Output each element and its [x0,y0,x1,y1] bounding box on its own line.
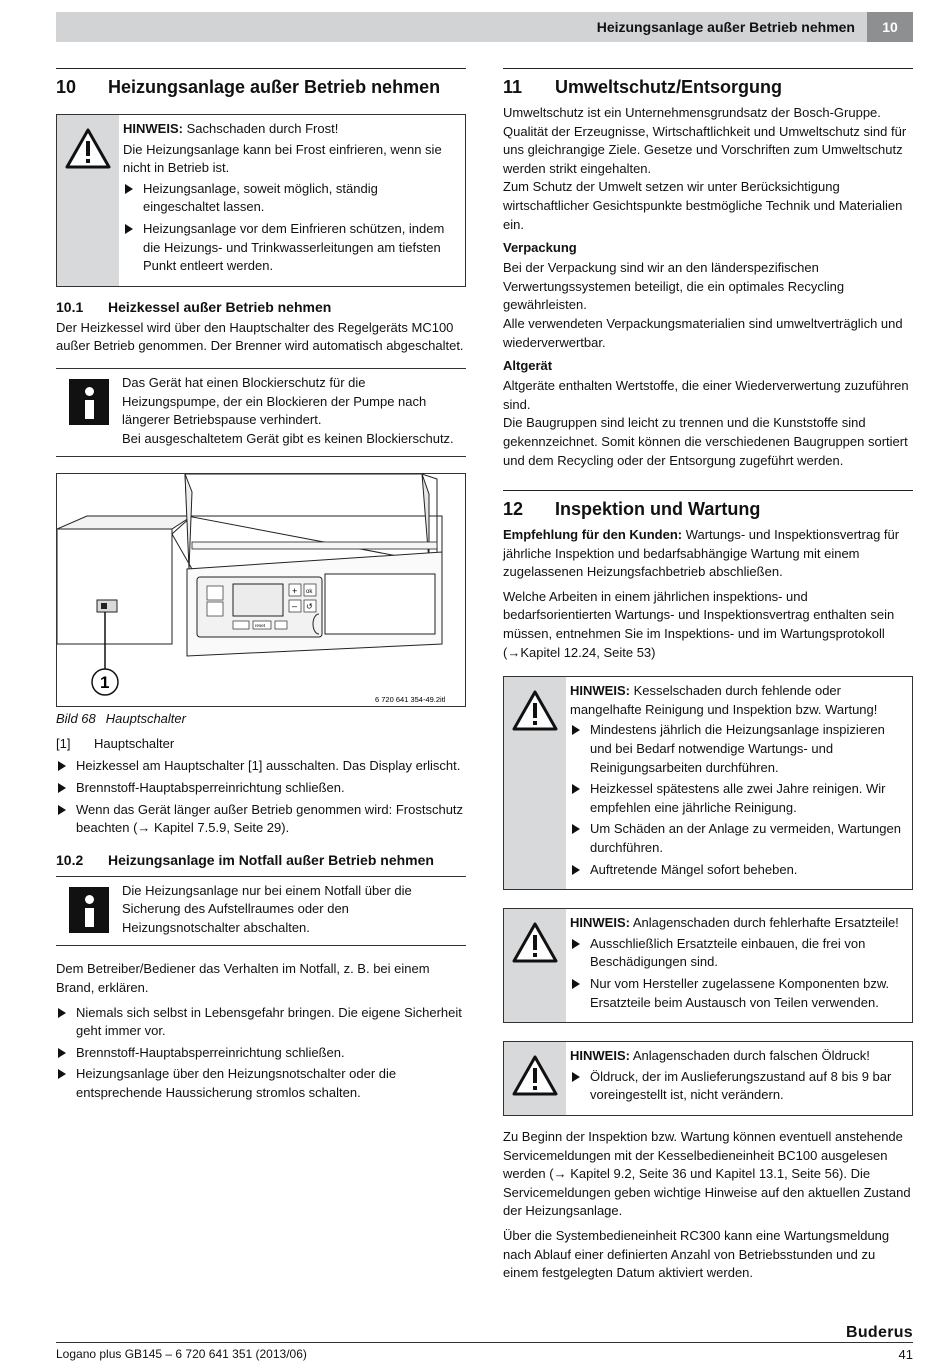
list-item-text: Mindestens jährlich die Heizungsanlage inspizieren und bei Bedarf notwendige Wartungs- und Reinigungsarbeiten durchführen. [590,722,885,775]
warning-icon-cell [504,1042,566,1115]
list-item-text: Um Schäden an der Anlage zu vermeiden, Wartungen durchführen. [590,821,901,855]
left-column [56,68,466,1107]
warning-head: Anlagenschaden durch fehlerhafte Ersatzteile! [629,915,899,931]
arrow-icon [58,761,66,771]
arrow-icon [572,824,580,834]
warning-list [123,180,457,276]
figure-title: Hauptschalter [105,711,186,727]
warning-icon-cell [504,677,566,889]
arrow-icon [572,865,580,875]
list-item [56,1044,466,1063]
header-chapter-number: 10 [867,12,913,42]
list-item [570,780,904,817]
section-number: 10 [56,77,77,97]
warning-label: HINWEIS: [570,683,630,699]
list-item [570,721,904,777]
subsection-title: Heizkessel außer Betrieb nehmen [108,298,332,315]
hauptschalter-figure [56,473,466,707]
list-item [570,975,904,1012]
warning-content [566,677,912,889]
list-item [123,180,457,217]
section-title: Umweltschutz/Entsorgung [555,77,783,97]
arrow-icon [58,1069,66,1079]
paragraph: Alle verwendeten Verpackungsmaterialien sind umweltverträglich und wiederverwertbar. [503,315,903,350]
list-item-text: Brennstoff-Hauptabsperreinrichtung schließen. [76,1044,345,1060]
warning-content [119,115,465,286]
paragraph: Die Baugruppen sind leicht zu trennen und die Kunststoffe sind gekennzeichnet. Somit können die verschiedenen Baugruppen sortiert und dem Recycling oder der Entsorgung zugeführt werden. [503,415,908,468]
info-text: Bei ausgeschaltetem Gerät gibt es keinen Blockierschutz. [122,430,454,446]
right-column [503,68,913,1289]
arrow-icon [572,725,580,735]
warning-list [570,1068,904,1105]
minus-button-label: – [292,601,298,612]
list-item [123,220,457,276]
warning-icon-cell [504,909,566,1022]
footer-divider [56,1342,913,1343]
legend-key: [1] [56,736,71,752]
page-header [56,12,913,42]
paragraph: Bei der Verpackung sind wir an den länderspezifischen Verwertungssystemen beteiligt, die ein optimales Recycling gewährleisten. [503,260,845,313]
blockierschutz-info-box [56,368,466,457]
back-button-label: ↺ [306,602,313,612]
oeldruck-warning-box [503,1041,913,1116]
warning-label: HINWEIS: [570,1048,630,1064]
info-icon-cell [56,369,122,456]
info-text: Die Heizungsanlage nur bei einem Notfall über die Sicherung des Aufstellraumes oder den Heizungsnotschalter abschalten. [122,882,412,935]
paragraph: Altgeräte enthalten Wertstoffe, die einer Wiederverwertung zuzuführen sind. [503,378,909,412]
list-item-text: Heizungsanlage vor dem Einfrieren schützen, indem die Heizungs- und Trinkwasserleitungen am tiefsten Punkt entleert werden. [143,220,445,274]
warning-heading [570,914,904,933]
info-content [122,877,466,946]
list-item [570,1068,904,1105]
frost-warning-box [56,114,466,287]
arrow-icon [58,805,66,815]
boiler-controller-illustration [57,474,465,706]
list-item [570,861,904,880]
subsection-number: 10.2 [56,851,84,868]
list-item [570,820,904,857]
section-12-heading [503,490,913,526]
list-item-text: Ausschließlich Ersatzteile einbauen, die frei von Beschädigungen sind. [590,935,866,970]
paragraph: Der Heizkessel wird über den Hauptschalter des Regelgeräts MC100 außer Betrieb genommen. Der Brenner wird automatisch abgeschaltet. [56,319,464,354]
warning-list [570,935,904,1012]
steps-10-1 [56,757,466,837]
arrow-icon [572,784,580,794]
warning-content [566,909,912,1022]
warning-heading [570,682,904,719]
reset-button-label: reset [255,623,266,629]
list-item-text: Nur vom Hersteller zugelassene Komponenten bzw. Ersatzteile beim Austausch von Teilen verwenden. [590,975,890,1010]
section-number: 12 [503,499,524,520]
subsection-number: 10.1 [56,298,84,315]
warning-label: HINWEIS: [123,121,183,136]
paragraph: Umweltschutz ist ein Unternehmensgrundsatz der Bosch-Gruppe. [503,105,881,120]
list-item-text: Heizungsanlage über den Heizungsnotschalter oder die entsprechende Haussicherung stromlos schalten. [76,1066,397,1101]
section-10-2-heading [56,852,466,872]
list-item [56,757,466,776]
section-10-heading [56,68,466,104]
section-number: 11 [503,77,523,97]
list-item-text: Auftretende Mängel sofort beheben. [590,861,798,877]
list-item [570,935,904,972]
warning-label: HINWEIS: [570,915,630,931]
list-item-text: Heizungsanlage, soweit möglich, ständig eingeschaltet lassen. [143,180,378,215]
steps-10-2 [56,1004,466,1103]
warning-icon-cell [57,115,119,286]
figure-number: Bild 68 [56,711,96,727]
paragraph: Welche Arbeiten in einem jährlichen inspektions- und bedarfsorientierten Wartungs- und Inspektionsvertrag enthalten sein müssen, entnehmen Sie im Inspektions- und im Wartungsprotokoll (→Kapitel 12.24, Seite 53) [503,588,895,660]
subsection-title: Heizungsanlage im Notfall außer Betrieb nehmen [108,851,434,868]
notfall-info-box [56,876,466,947]
figure-callout-number: 1 [100,673,110,693]
arrow-icon [58,1048,66,1058]
header-title: Heizungsanlage außer Betrieb nehmen [596,19,855,35]
altgeraet-heading: Altgerät [503,358,553,374]
arrow-icon [58,783,66,793]
paragraph: Dem Betreiber/Bediener das Verhalten im Notfall, z. B. bei einem Brand, erklären. [56,961,430,996]
plus-button-label: + [292,586,298,597]
list-item-text: Brennstoff-Hauptabsperreinrichtung schließen. [76,779,345,795]
verpackung-heading: Verpackung [503,240,577,256]
info-icon [69,379,109,425]
warning-text: Die Heizungsanlage kann bei Frost einfrieren, wenn sie nicht in Betrieb ist. [123,141,442,176]
figure-legend [56,736,466,751]
info-icon [69,887,109,933]
list-item-text: Öldruck, der im Auslieferungszustand auf 8 bis 9 bar voreingestellt ist, nicht verändern. [590,1068,892,1103]
warning-heading [123,120,457,139]
list-item-text: Heizkessel am Hauptschalter [1] ausschalten. Das Display erlischt. [76,758,461,774]
arrow-icon [572,1072,580,1082]
info-text: Das Gerät hat einen Blockierschutz für die Heizungspumpe, der ein Blockieren der Pumpe nach längerer Betriebspause verhindert. [122,374,427,428]
brand-logo: Buderus [846,1324,913,1341]
list-item [56,779,466,798]
info-icon-cell [56,877,122,946]
display [233,584,283,616]
list-item-text: Niemals sich selbst in Lebensgefahr bringen. Die eigene Sicherheit geht immer vor. [76,1004,462,1039]
paragraph: Qualität der Erzeugnisse, Wirtschaftlichkeit und Umweltschutz sind für uns gleichrangige Ziele. Gesetze und Vorschriften zum Umweltschutz werden strikt eingehalten. [503,123,907,176]
section-title: Inspektion und Wartung [555,499,761,520]
arrow-icon [58,1008,66,1018]
warning-content [566,1042,912,1115]
warning-list [570,721,904,879]
ersatzteile-warning-box [503,908,913,1023]
warning-icon [512,689,558,731]
paragraph: Zu Beginn der Inspektion bzw. Wartung können eventuell anstehende Servicemeldungen mit der Kesselbedieneinheit BC100 ausgelesen werden (→ Kapitel 9.2, Seite 36 und Kapitel 13.1, Seite 56). Die Servicemeldungen geben wichtige Hinweise auf den aktuellen Zustand der Heizungsanlage. [503,1128,911,1219]
info-content [122,369,466,456]
arrow-icon [572,979,580,989]
figure-caption [56,711,466,726]
warning-icon [512,1054,558,1096]
page-number: 41 [898,1347,913,1362]
warning-icon [65,127,111,169]
section-title: Heizungsanlage außer Betrieb nehmen [108,77,441,97]
list-item-text: Wenn das Gerät länger außer Betrieb genommen wird: Frostschutz beachten (→ Kapitel 7.5.9, Seite 29). [76,801,464,836]
section-11-heading [503,68,913,104]
arrow-icon [125,224,133,234]
warning-head: Sachschaden durch Frost! [182,121,339,136]
paragraph-text: Wartungs- und Inspektionsvertrag für jährliche Inspektion und bedarfsabhängige Wartung mit einem zugelassenen Heizungsfachbetrieb abschließen. [503,527,900,580]
list-item-text: Heizkessel spätestens alle zwei Jahre reinigen. Wir empfehlen eine jährliche Reinigung. [590,781,886,815]
warning-head: Kesselschaden durch fehlende oder mangelhafte Reinigung und Inspektion bzw. Wartung! [570,683,878,717]
warning-head: Anlagenschaden durch falschen Öldruck! [629,1048,870,1064]
kesselschaden-warning-box [503,676,913,890]
arrow-icon [125,184,133,194]
ok-button-label: ok [306,589,313,596]
section-10-1-heading [56,299,466,319]
arrow-icon [572,939,580,949]
figure-code: 6 720 641 354-49.2itl [375,695,446,705]
warning-icon [512,921,558,963]
legend-text: Hauptschalter [94,736,175,752]
list-item [56,1065,466,1102]
paragraph: Über die Systembedieneinheit RC300 kann eine Wartungsmeldung nach Ablauf einer definierten Anzahl von Betriebsstunden und zu einem festgelegten Datum aktiviert werden. [503,1227,890,1281]
emphasis-text: Empfehlung für den Kunden: [503,527,683,543]
warning-heading [570,1047,904,1066]
paragraph: Zum Schutz der Umwelt setzen wir unter Berücksichtigung wirtschaftlicher Gesichtspunkte bestmögliche Technik und Materialien ein. [503,179,903,232]
list-item [56,1004,466,1041]
paragraph [503,526,913,582]
footer-document-id: Logano plus GB145 – 6 720 641 351 (2013/06) [56,1347,307,1361]
list-item [56,801,466,838]
